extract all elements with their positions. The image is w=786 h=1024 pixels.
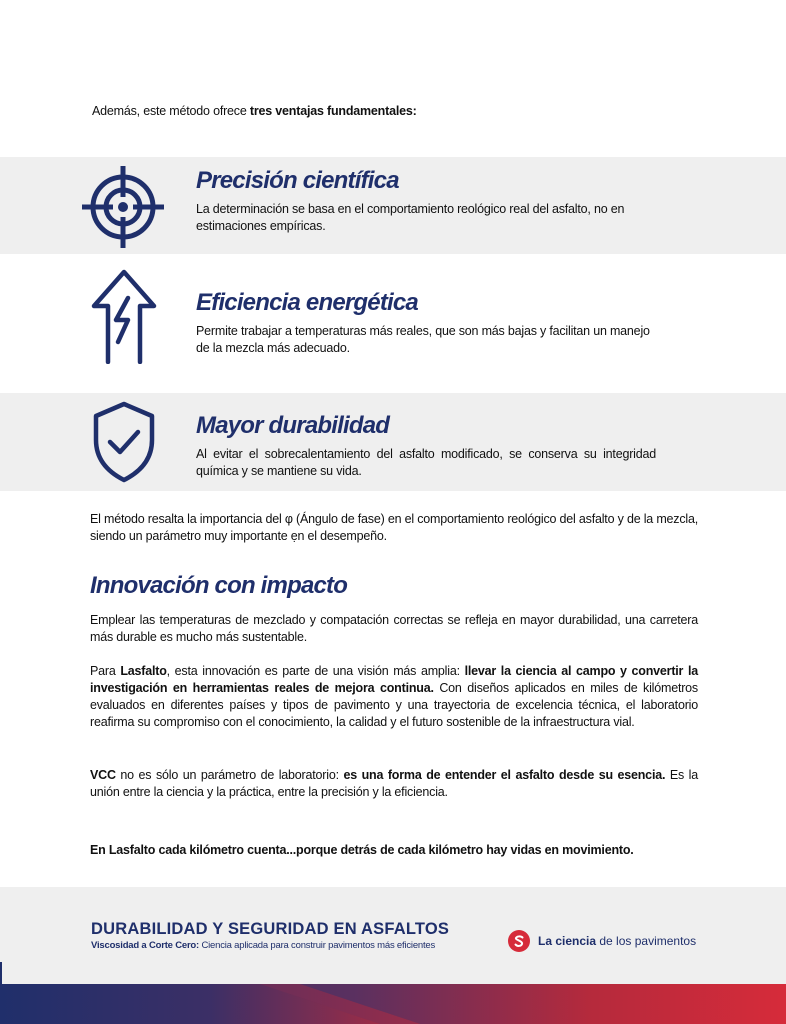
p2-rest: Con diseños aplicados en miles de kilómetros evaluados en diferentes países y tipos de pavimento y una trayectoria de excelencia técnica, el laboratorio reafirma su compromiso con el conocimiento, la calidad y el futuro sostenible de la infraestructura vial.: [90, 681, 698, 729]
p2-prefix: Para: [90, 664, 121, 678]
footer: [0, 887, 786, 1024]
intro-bold: tres ventajas fundamentales:: [249, 104, 417, 118]
feature-text-durability: Al evitar el sobrecalentamiento del asfalto modificado, se conserva su integridad química y se mantiene su vida.: [196, 447, 656, 478]
brand-tagline: [538, 934, 696, 948]
p2-mid: , esta innovación es parte de una visión más amplia:: [166, 664, 465, 678]
feature-title-efficiency: Eficiencia energética: [196, 289, 418, 316]
feature-title-precision: Precisión científica: [196, 167, 399, 194]
feature-text-efficiency: Permite trabajar a temperaturas más reales, que son más bajas y facilitan un manejo de la mezcla más adecuado.: [196, 324, 650, 355]
footer-color-stripe: [0, 984, 786, 1024]
brand-lockup: [508, 930, 696, 952]
section-title: Innovación con impacto: [90, 572, 348, 599]
method-paragraph: El método resalta la importancia del φ (Ángulo de fase) en el comportamiento reológico del asfalto y de la mezcla, siendo un parámetro muy importante ẹn el desempeño.: [90, 512, 698, 543]
p2-bold: llevar la ciencia al campo y convertir la investigación en herramientas reales de mejora continua.: [90, 664, 698, 695]
feature-title-durability: Mayor durabilidad: [196, 412, 390, 439]
p3-rest: Es la unión entre la ciencia y la práctica, entre la precisión y la eficiencia.: [90, 768, 698, 799]
brand-bold: La ciencia: [538, 934, 597, 948]
section-paragraph-1: Emplear las temperaturas de mezclado y compatación correctas se refleja en mayor durabilidad, una carretera más durable es mucho más sustentable.: [90, 613, 698, 644]
footer-sub-rest: Ciencia aplicada para construir pavimentos más eficientes: [199, 940, 436, 951]
p3-bold: es una forma de entender el asfalto desde su esencia.: [343, 768, 666, 782]
footer-sub-bold: Viscosidad a Corte Cero:: [91, 940, 200, 951]
p3-bold-vcc: VCC: [90, 768, 116, 782]
brand-rest: de los pavimentos: [596, 934, 697, 948]
intro-prefix: Además, este método ofrece: [92, 104, 250, 118]
target-icon: [80, 164, 166, 250]
p3-mid: no es sólo un parámetro de laboratorio:: [115, 768, 344, 782]
feature-text-precision: La determinación se basa en el comportamiento reológico real del asfalto, no en estimaciones empíricas.: [196, 202, 625, 233]
shield-check-icon: [90, 400, 158, 484]
p2-brand: Lasfalto: [120, 664, 167, 678]
intro-text: [92, 104, 417, 118]
energy-arrow-icon: [90, 268, 158, 364]
lasfalto-logo-icon: [508, 930, 530, 952]
section-paragraph-2: [90, 663, 698, 731]
closing-statement: En Lasfalto cada kilómetro cuenta...porque detrás de cada kilómetro hay vidas en movimiento.: [90, 843, 634, 857]
section-paragraph-3: [90, 767, 698, 801]
footer-subtitle: [91, 940, 435, 951]
footer-title: DURABILIDAD Y SEGURIDAD EN ASFALTOS: [91, 920, 450, 938]
